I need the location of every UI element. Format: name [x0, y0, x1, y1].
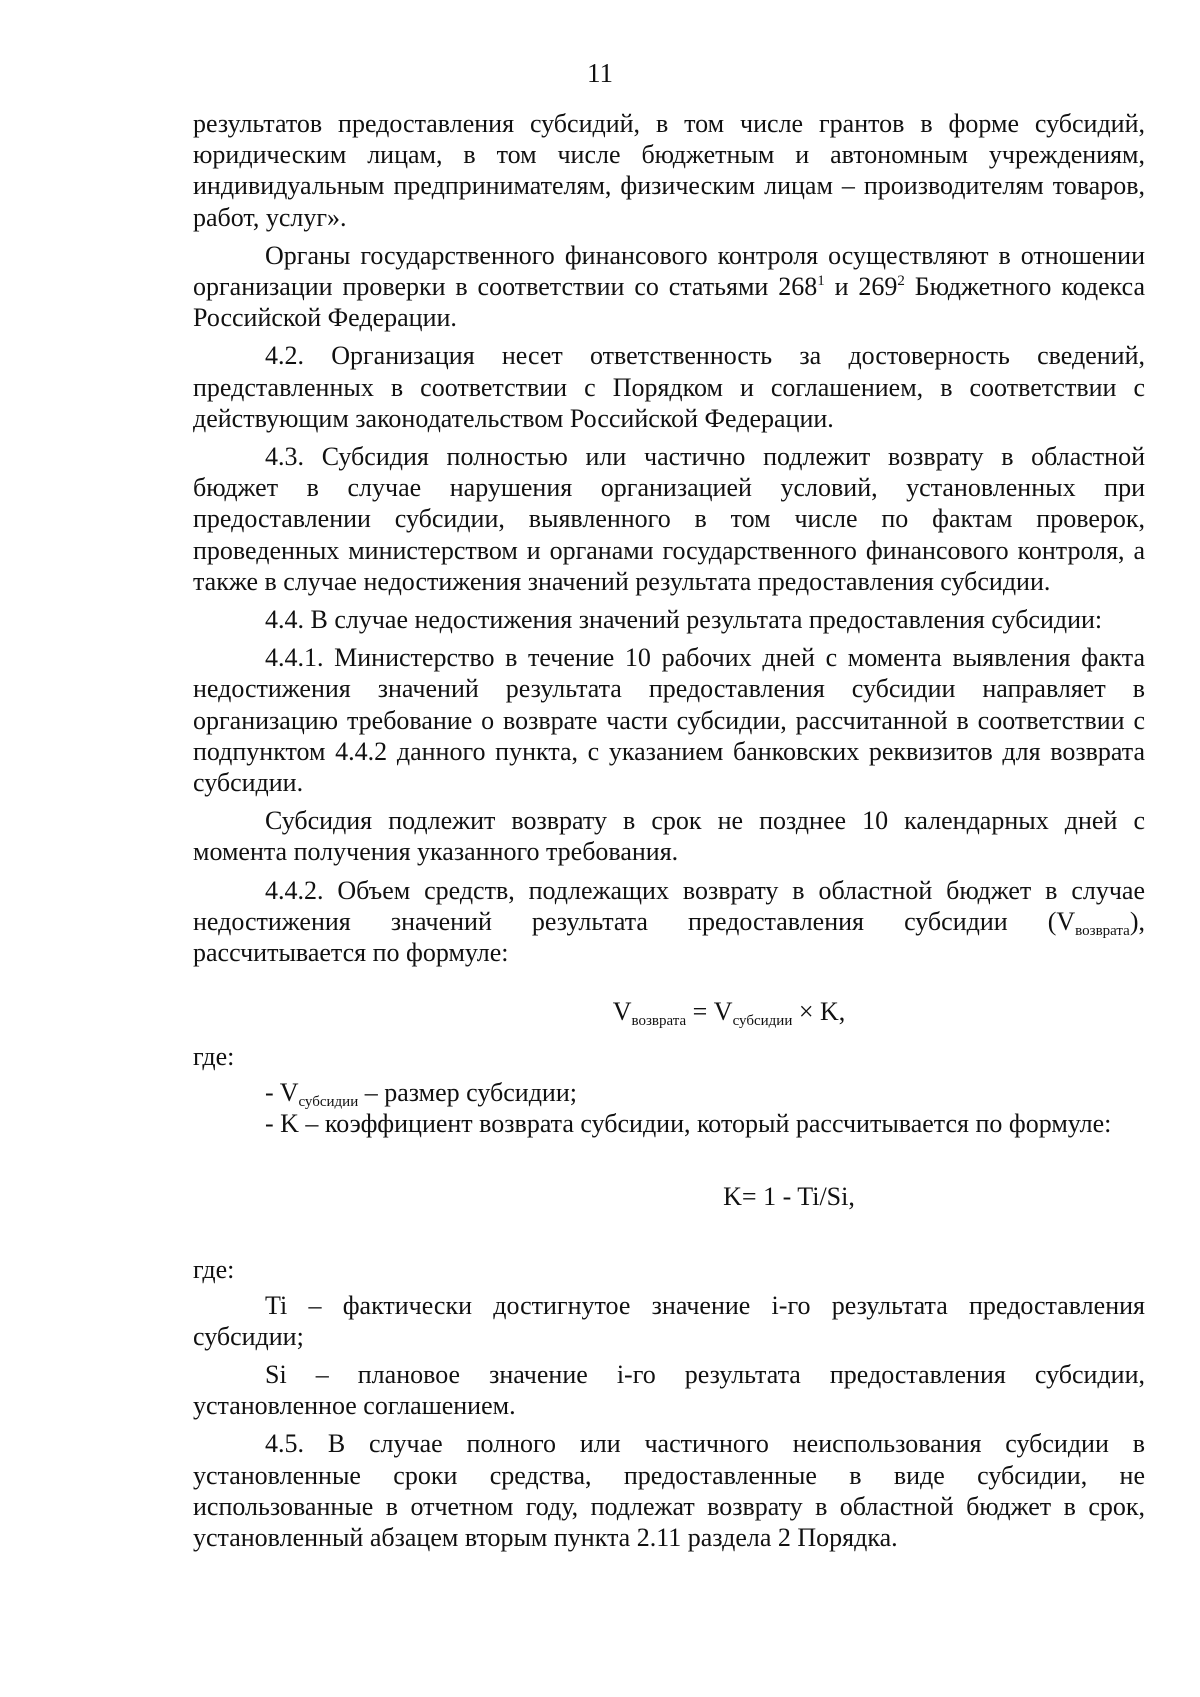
definition-v-subsidy: [193, 1077, 1145, 1108]
page-number: 11: [587, 58, 613, 88]
paragraph-return-deadline: Субсидия подлежит возврату в срок не позднее 10 календарных дней с момента получения указанного требования.: [193, 806, 1145, 867]
subscript: возврата: [1075, 922, 1130, 939]
paragraph-4-5: 4.5. В случае полного или частичного неиспользования субсидии в установленные сроки средства, предоставленные в виде субсидии, не использованные в отчетном году, подлежат возврату в областной бюджет в срок, установленный абзацем вторым пункта 2.11 раздела 2 Порядка.: [193, 1429, 1145, 1552]
paragraph-control-bodies: [193, 240, 1145, 334]
definition-k: - K – коэффициент возврата субсидии, который рассчитывается по формуле:: [265, 1108, 1112, 1138]
paragraph-text: ), рассчитывается по формуле:: [193, 906, 1145, 968]
formula-part: = V: [686, 997, 733, 1027]
paragraph-text: 4.4.2. Объем средств, подлежащих возврату в областной бюджет в случае недостижения значений результата предоставления субсидии (V: [193, 875, 1145, 936]
definition-ti: Ti – фактически достигнутое значение i-го результата предоставления субсидии;: [193, 1290, 1145, 1351]
paragraph-text: и 269: [824, 272, 898, 302]
definition-text: – размер субсидии;: [358, 1077, 577, 1107]
paragraph-4-4: 4.4. В случае недостижения значений результата предоставления субсидии:: [265, 605, 1103, 635]
paragraph-4-4-2: [193, 875, 1145, 969]
paragraph-text: Бюджетного кодекса Российской Федерации.: [193, 272, 1146, 333]
paragraph-continuation: результатов предоставления субсидий, в том числе грантов в форме субсидий, юридическим лицам, в том числе бюджетным и автономным учреждениям, индивидуальным предпринимателям, физическим лицам – производителям товаров, работ, услуг».: [193, 109, 1145, 232]
superscript: 2: [897, 273, 905, 290]
formula-k: K= 1 - Ti/Si,: [723, 1182, 855, 1212]
where-label: где:: [193, 1042, 235, 1072]
formula-part: V: [612, 997, 632, 1027]
subscript: субсидии: [298, 1093, 359, 1110]
paragraph-4-3: 4.3. Субсидия полностью или частично подлежит возврату в областной бюджет в случае нарушения организацией условий, установленных при предоставлении субсидии, выявленного в том числе по фактам проверок, проведенных министерством и органами государственного финансового контроля, а также в случае недостижения значений результата предоставления субсидии.: [193, 442, 1145, 596]
subscript: субсидии: [732, 1013, 793, 1030]
formula-v-return: [193, 996, 1145, 1030]
definition-si: Si – плановое значение i-го результата предоставления субсидии, установленное соглашением.: [193, 1359, 1145, 1421]
document-body: [193, 108, 1145, 1560]
paragraph-4-4-1: 4.4.1. Министерство в течение 10 рабочих дней с момента выявления факта недостижения значений результата предоставления субсидии направляет в организацию требование о возврате части субсидии, рассчитанной в соответствии с подпунктом 4.4.2 данного пункта, с указанием банковских реквизитов для возврата субсидии.: [193, 643, 1145, 798]
where-label: где:: [193, 1255, 235, 1285]
subscript: возврата: [631, 1013, 687, 1030]
formula-part: × K,: [792, 997, 846, 1027]
definition-text: - V: [265, 1077, 299, 1107]
paragraph-4-2: 4.2. Организация несет ответственность за достоверность сведений, представленных в соответствии с Порядком и соглашением, в соответствии с действующим законодательством Российской Федерации.: [193, 341, 1145, 433]
paragraph-text: Органы государственного финансового контроля осуществляют в отношении организации проверки в соответствии со статьями 268: [193, 240, 1145, 302]
superscript: 1: [817, 273, 825, 290]
